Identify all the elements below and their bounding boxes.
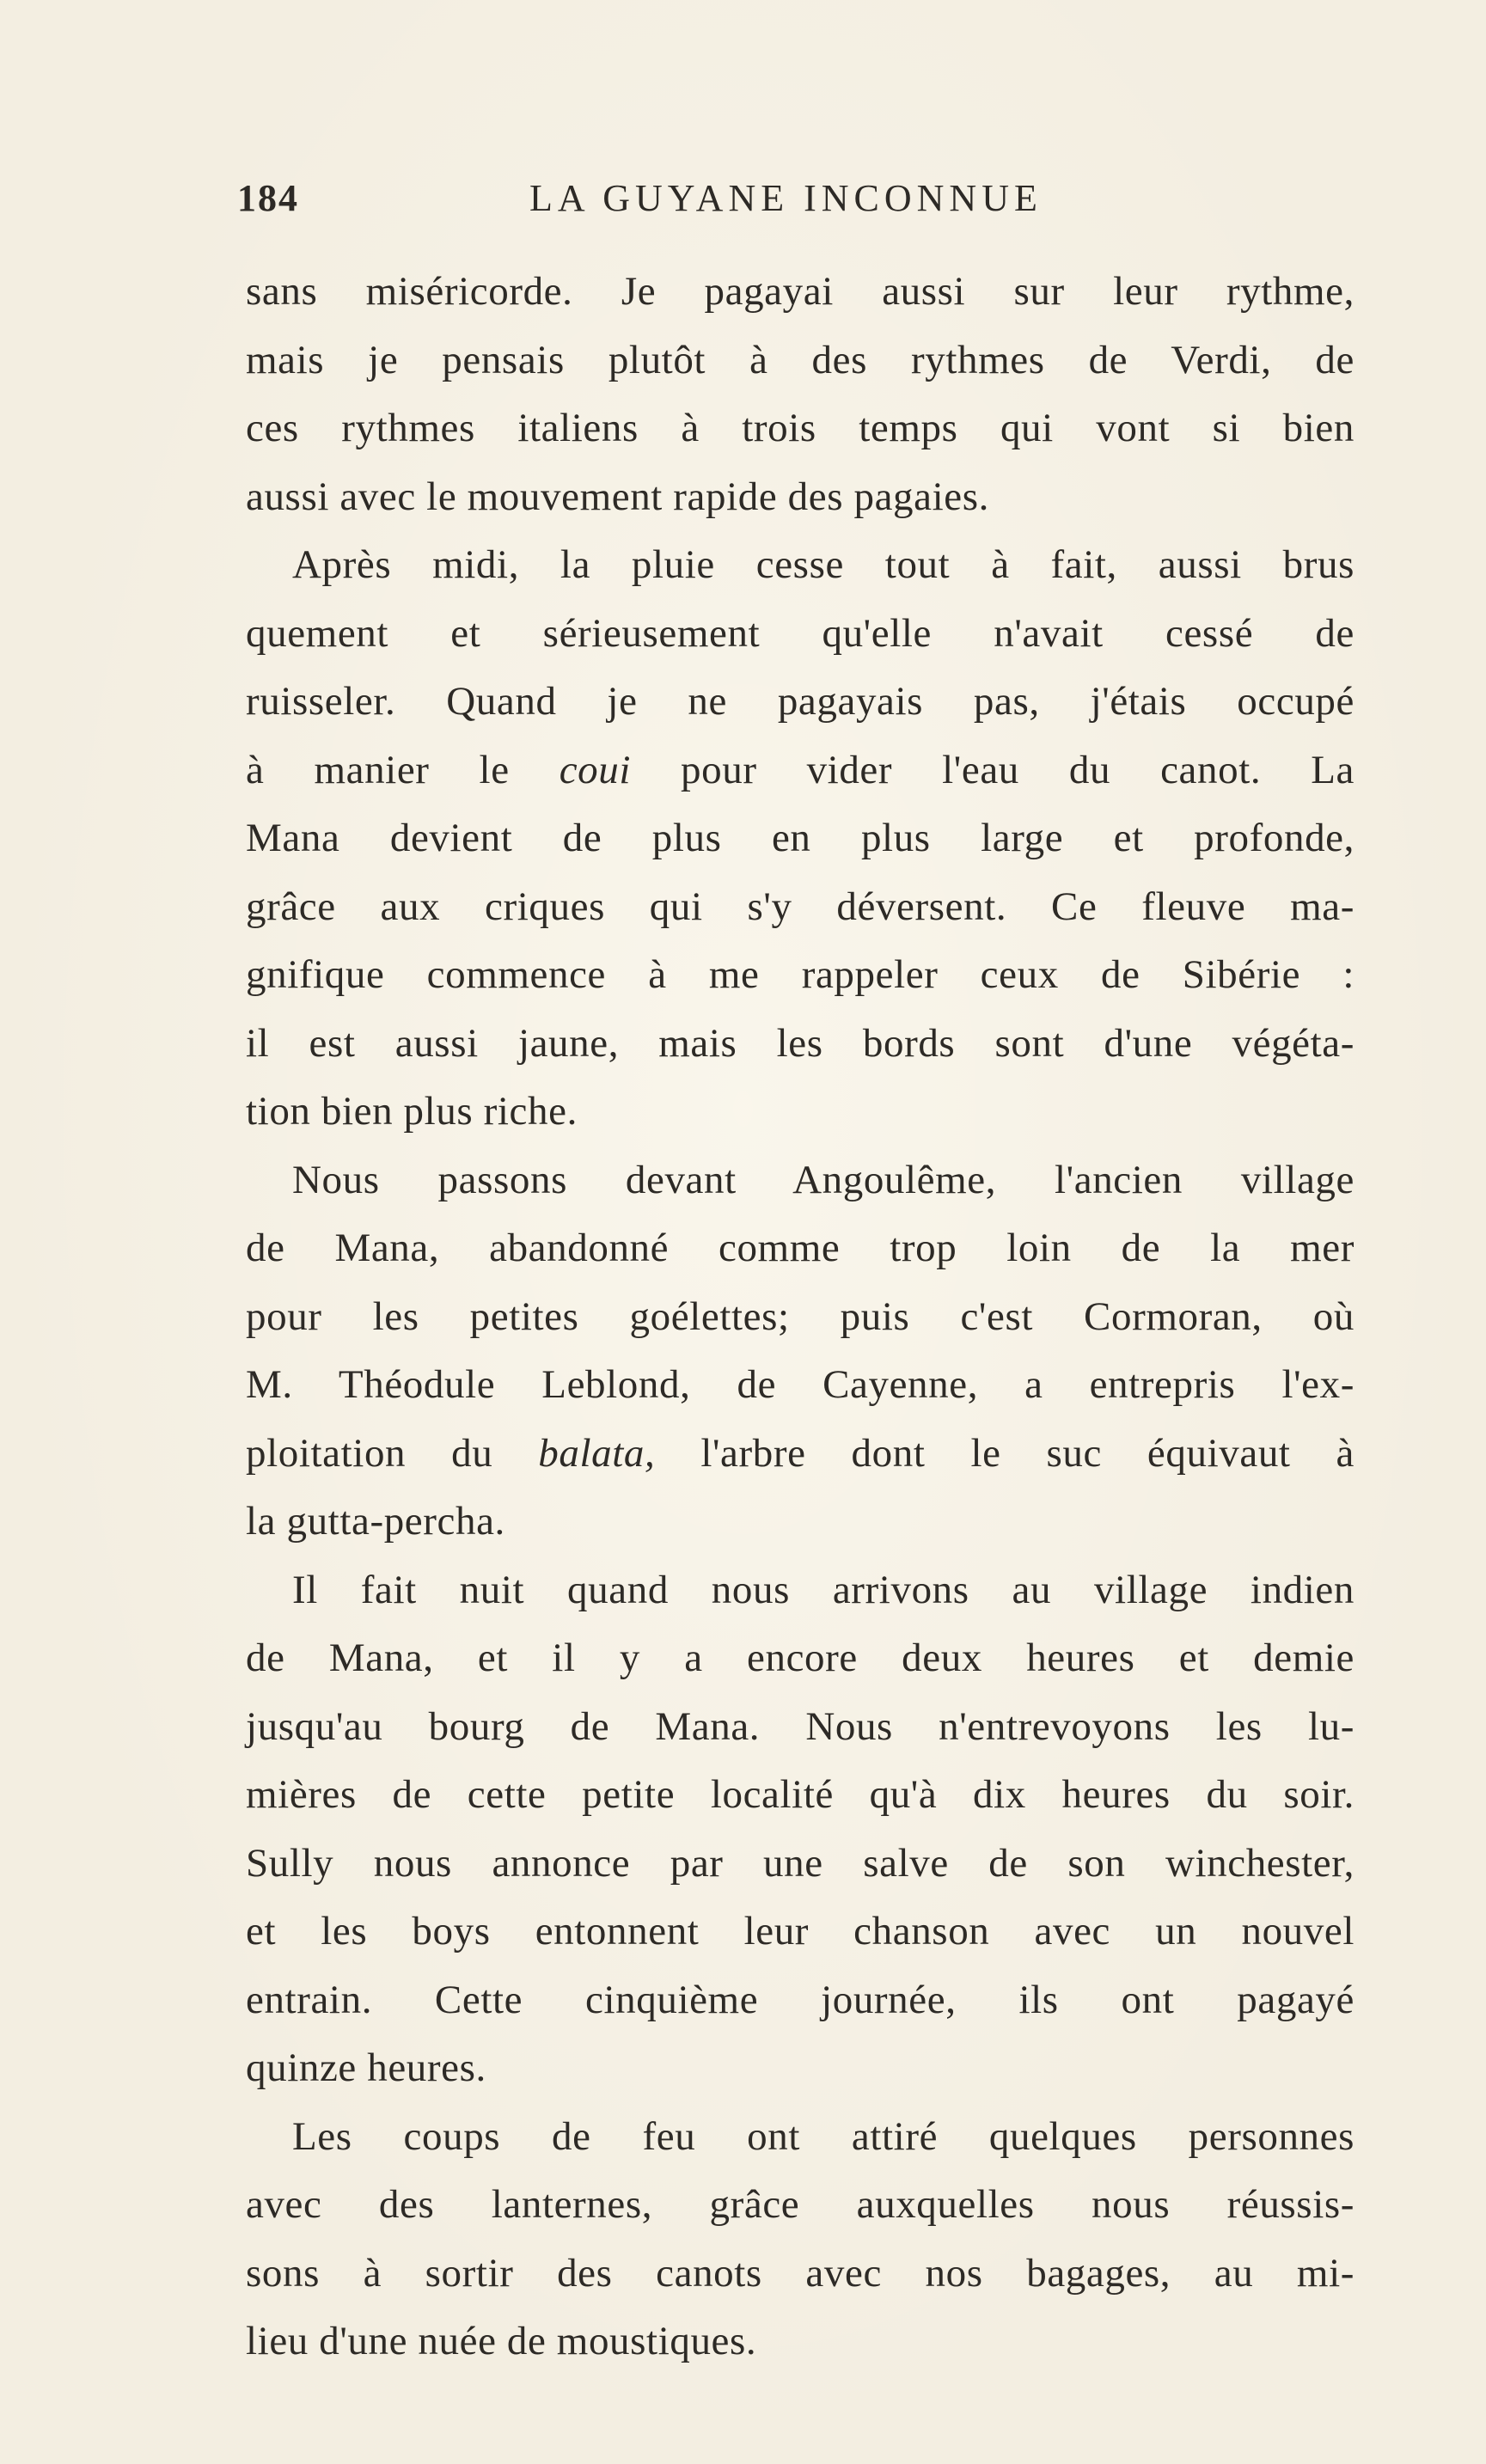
text-line: de Mana, et il y a encore deux heures et demie bbox=[246, 1636, 1355, 1680]
text-line: Nous passons devant Angoulême, l'ancien village bbox=[292, 1157, 1355, 1202]
text-line: Il fait nuit quand nous arrivons au village indien bbox=[292, 1567, 1355, 1612]
text-line: sons à sortir des canots avec nos bagages, au mi- bbox=[246, 2250, 1355, 2296]
text-line: grâce aux criques qui s'y déversent. Ce fleuve ma- bbox=[246, 883, 1355, 929]
text-fragment: ploitation du bbox=[246, 1430, 539, 1476]
text-line: et les boys entonnent leur chanson avec un nouvel bbox=[246, 1909, 1355, 1953]
text-line: Sully nous annonce par une salve de son winchester, bbox=[246, 1840, 1355, 1886]
text-line: aussi avec le mouvement rapide des pagaies. bbox=[246, 474, 989, 519]
text-line: il est aussi jaune, mais les bords sont d'une végéta- bbox=[246, 1020, 1355, 1066]
text-line: pour les petites goélettes; puis c'est Cormoran, où bbox=[246, 1293, 1355, 1339]
text-line: quinze heures. bbox=[246, 2045, 486, 2090]
text-line bbox=[246, 737, 1355, 805]
text-fragment: à manier le bbox=[246, 747, 560, 792]
text-line: Les coups de feu ont attiré quelques personnes bbox=[292, 2113, 1355, 2159]
text-line: tion bien plus riche. bbox=[246, 1089, 578, 1134]
page-number: 184 bbox=[237, 177, 299, 219]
text-fragment: l'arbre dont le suc équivaut à bbox=[655, 1430, 1355, 1476]
text-line: jusqu'au bourg de Mana. Nous n'entrevoyons les lu- bbox=[246, 1703, 1355, 1749]
text-line: quement et sérieusement qu'elle n'avait cessé de bbox=[246, 610, 1355, 656]
text-line bbox=[246, 1420, 1355, 1489]
text-line: mières de cette petite localité qu'à dix heures du soir. bbox=[246, 1772, 1355, 1817]
text-line: ruisseler. Quand je ne pagayais pas, j'étais occupé bbox=[246, 679, 1355, 724]
text-line: Après midi, la pluie cesse tout à fait, aussi brus bbox=[292, 542, 1355, 587]
text-line: de Mana, abandonné comme trop loin de la mer bbox=[246, 1226, 1355, 1270]
text-fragment: pour vider l'eau du canot. La bbox=[631, 747, 1355, 792]
page-header bbox=[237, 176, 1346, 228]
text-line: entrain. Cette cinquième journée, ils ont pagayé bbox=[246, 1977, 1355, 2022]
text-line: ces rythmes italiens à trois temps qui vont si bien bbox=[246, 406, 1355, 450]
italic-term-balata: balata, bbox=[538, 1430, 656, 1476]
text-line: mais je pensais plutôt à des rythmes de Verdi, de bbox=[246, 337, 1355, 382]
text-line: sans miséricorde. Je pagayai aussi sur leur rythme, bbox=[246, 269, 1355, 314]
text-line: gnifique commence à me rappeler ceux de Sibérie : bbox=[246, 952, 1355, 997]
text-body bbox=[246, 258, 1355, 2376]
running-title: LA GUYANE INCONNUE bbox=[529, 177, 1043, 219]
text-line: Mana devient de plus en plus large et profonde, bbox=[246, 816, 1355, 860]
text-line: avec des lanternes, grâce auxquelles nous réussis- bbox=[246, 2182, 1355, 2227]
text-line: M. Théodule Leblond, de Cayenne, a entrepris l'ex- bbox=[246, 1362, 1355, 1407]
italic-term-coui: coui bbox=[559, 747, 632, 792]
text-line: la gutta-percha. bbox=[246, 1499, 505, 1544]
text-line: lieu d'une nuée de moustiques. bbox=[246, 2319, 757, 2363]
